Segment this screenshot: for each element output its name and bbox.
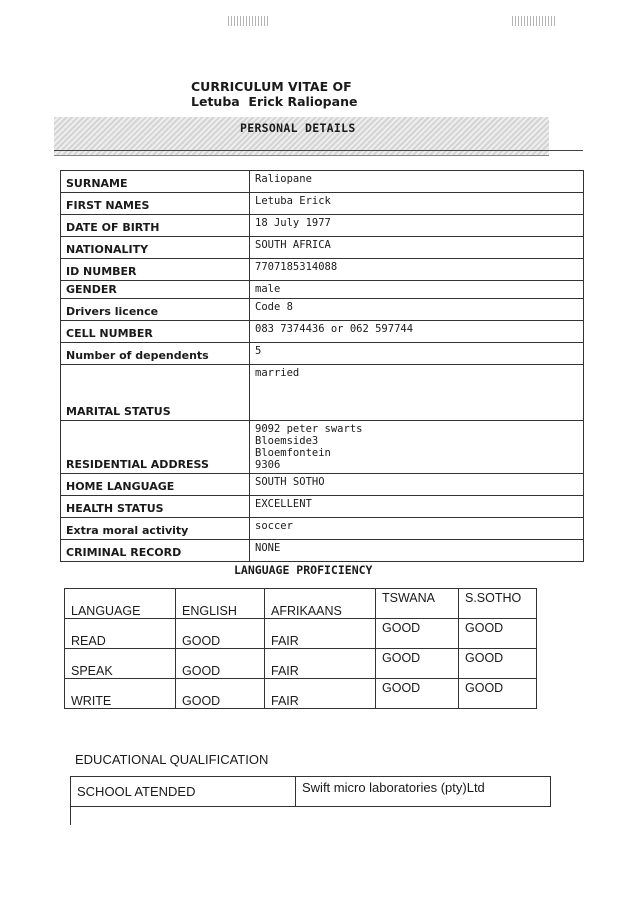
language-row (65, 619, 537, 649)
language-cell: GOOD (376, 679, 459, 709)
language-cell: GOOD (459, 619, 537, 649)
detail-value-line: Raliopane (255, 173, 312, 185)
detail-value (250, 237, 584, 259)
detail-label: SURNAME (61, 171, 250, 193)
detail-value-line: 18 July 1977 (255, 217, 331, 229)
banner-rule (54, 150, 583, 151)
language-row-label: SPEAK (65, 649, 176, 679)
detail-value (250, 474, 584, 496)
language-row-label: WRITE (65, 679, 176, 709)
detail-value-line: Code 8 (255, 301, 293, 313)
education-table (70, 776, 551, 807)
detail-row (61, 518, 584, 540)
detail-value (250, 343, 584, 365)
cv-name: Letuba Erick Raliopane (191, 94, 358, 109)
detail-value-line: married (255, 367, 300, 379)
school-value: Swift micro laboratories (pty)Ltd (296, 777, 551, 807)
language-cell: GOOD (176, 679, 265, 709)
language-cell: S.SOTHO (459, 589, 537, 619)
detail-label: Extra moral activity (61, 518, 250, 540)
detail-value-line: Bloemfontein (255, 447, 331, 459)
detail-value (250, 259, 584, 281)
school-label: SCHOOL ATENDED (71, 777, 296, 807)
detail-row (61, 321, 584, 343)
detail-value-line: male (255, 283, 281, 295)
detail-label: ID NUMBER (61, 259, 250, 281)
language-cell: ENGLISH (176, 589, 265, 619)
detail-value-line: 7707185314088 (255, 261, 338, 273)
detail-value (250, 193, 584, 215)
detail-row (61, 343, 584, 365)
education-row (71, 777, 551, 807)
scan-artifact (512, 16, 556, 26)
language-proficiency-body (65, 589, 537, 709)
detail-value-line: Letuba Erick (255, 195, 331, 207)
cv-heading: CURRICULUM VITAE OF (191, 79, 352, 94)
detail-value-line: 5 (255, 345, 262, 357)
detail-label: DATE OF BIRTH (61, 215, 250, 237)
language-cell: TSWANA (376, 589, 459, 619)
detail-row (61, 474, 584, 496)
detail-label: HOME LANGUAGE (61, 474, 250, 496)
education-heading: EDUCATIONAL QUALIFICATION (75, 752, 269, 767)
detail-value (250, 421, 584, 474)
language-row (65, 679, 537, 709)
detail-row (61, 299, 584, 321)
detail-value-line: SOUTH AFRICA (255, 239, 331, 251)
language-cell: GOOD (376, 649, 459, 679)
detail-value-line: soccer (255, 520, 293, 532)
language-row (65, 589, 537, 619)
language-cell: GOOD (176, 649, 265, 679)
detail-value (250, 171, 584, 193)
language-row-label: LANGUAGE (65, 589, 176, 619)
detail-label: CRIMINAL RECORD (61, 540, 250, 562)
detail-value-line: NONE (255, 542, 281, 554)
document-title (191, 79, 357, 109)
language-row-label: READ (65, 619, 176, 649)
detail-value-line: 083 7374436 or 062 597744 (255, 323, 414, 335)
detail-label: Drivers licence (61, 299, 250, 321)
detail-value (250, 321, 584, 343)
detail-row (61, 281, 584, 299)
detail-label: MARITAL STATUS (61, 365, 250, 421)
language-cell: AFRIKAANS (265, 589, 376, 619)
language-cell: FAIR (265, 649, 376, 679)
detail-row (61, 496, 584, 518)
personal-details-heading: PERSONAL DETAILS (240, 121, 356, 135)
scan-artifact (228, 16, 270, 26)
detail-value (250, 518, 584, 540)
detail-label: GENDER (61, 281, 250, 299)
table-tail-line (70, 803, 71, 825)
personal-details-body (61, 171, 584, 562)
detail-value (250, 365, 584, 421)
detail-label: RESIDENTIAL ADDRESS (61, 421, 250, 474)
language-cell: FAIR (265, 679, 376, 709)
detail-row (61, 171, 584, 193)
detail-value-line: 9306 (255, 459, 281, 471)
language-proficiency-heading: LANGUAGE PROFICIENCY (234, 563, 373, 577)
detail-row (61, 259, 584, 281)
detail-row (61, 540, 584, 562)
language-proficiency-table (64, 588, 537, 709)
detail-row (61, 237, 584, 259)
detail-label: Number of dependents (61, 343, 250, 365)
detail-value-line: SOUTH SOTHO (255, 476, 325, 488)
language-cell: GOOD (176, 619, 265, 649)
detail-value (250, 299, 584, 321)
language-row (65, 649, 537, 679)
detail-value (250, 496, 584, 518)
language-cell: GOOD (376, 619, 459, 649)
detail-label: NATIONALITY (61, 237, 250, 259)
detail-value-line: Bloemside3 (255, 435, 319, 447)
detail-value (250, 281, 584, 299)
detail-row (61, 365, 584, 421)
detail-label: FIRST NAMES (61, 193, 250, 215)
detail-value (250, 215, 584, 237)
language-cell: GOOD (459, 649, 537, 679)
language-cell: GOOD (459, 679, 537, 709)
detail-label: HEALTH STATUS (61, 496, 250, 518)
detail-row (61, 215, 584, 237)
personal-details-table (60, 170, 584, 562)
language-cell: FAIR (265, 619, 376, 649)
detail-value-line: 9092 peter swarts (255, 423, 363, 435)
detail-value-line: EXCELLENT (255, 498, 312, 510)
detail-row (61, 421, 584, 474)
detail-label: CELL NUMBER (61, 321, 250, 343)
detail-value (250, 540, 584, 562)
detail-row (61, 193, 584, 215)
